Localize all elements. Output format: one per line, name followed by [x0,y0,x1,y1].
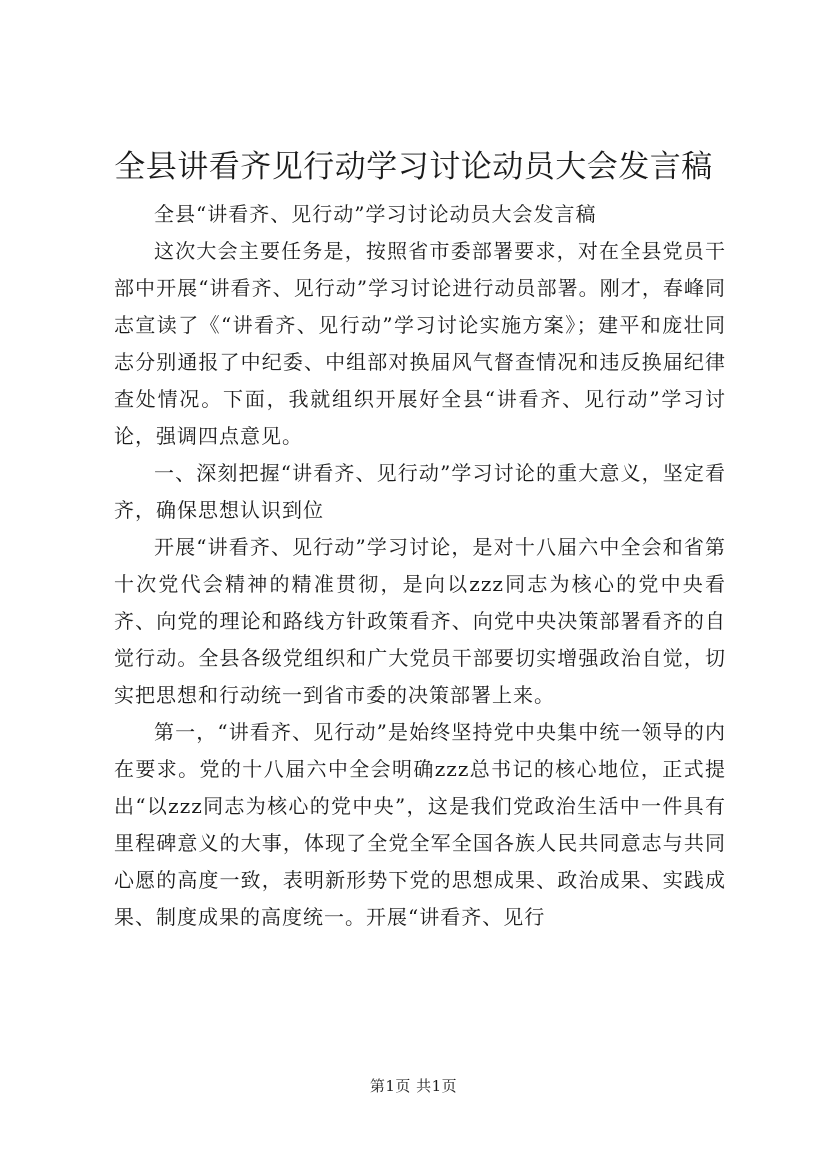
document-body [114,196,726,936]
paragraph-intro: 这次大会主要任务是，按照省市委部署要求，对在全县党员干部中开展“讲看齐、见行动”学习讨论进行动员部署。刚才，春峰同志宣读了《“讲看齐、见行动”学习讨论实施方案》；建平和庞壮同志分别通报了中纪委、中组部对换届风气督查情况和违反换届纪律查处情况。下面，我就组织开展好全县“讲看齐、见行动”学习讨论，强调四点意见。 [114,239,726,448]
paragraph-subtitle: 全县“讲看齐、见行动”学习讨论动员大会发言稿 [154,202,597,226]
paragraph-point-one: 第一，“讲看齐、见行动”是始终坚持党中央集中统一领导的内在要求。党的十八届六中全会明确zzz总书记的核心地位，正式提出“以zzz同志为核心的党中央”，这是我们党政治生活中一件具有里程碑意义的大事，体现了全党全军全国各族人民共同意志与共同心愿的高度一致，表明新形势下党的思想成果、政治成果、实践成果、制度成果的高度统一。开展“讲看齐、见行 [114,720,726,929]
page-footer: 第1页 共1页 [369,1077,458,1095]
paragraph-section-one: 开展“讲看齐、见行动”学习讨论，是对十八届六中全会和省第十次党代会精神的精准贯彻，是向以zzz同志为核心的党中央看齐、向党的理论和路线方针政策看齐、向党中央决策部署看齐的自觉行动。全县各级党组织和广大党员干部要切实增强政治自觉，切实把思想和行动统一到省市委的决策部署上来。 [114,535,726,707]
section-heading-one: 一、深刻把握“讲看齐、见行动”学习讨论的重大意义，坚定看齐，确保思想认识到位 [114,461,726,522]
document-title: 全县讲看齐见行动学习讨论动员大会发言稿 [114,149,713,185]
